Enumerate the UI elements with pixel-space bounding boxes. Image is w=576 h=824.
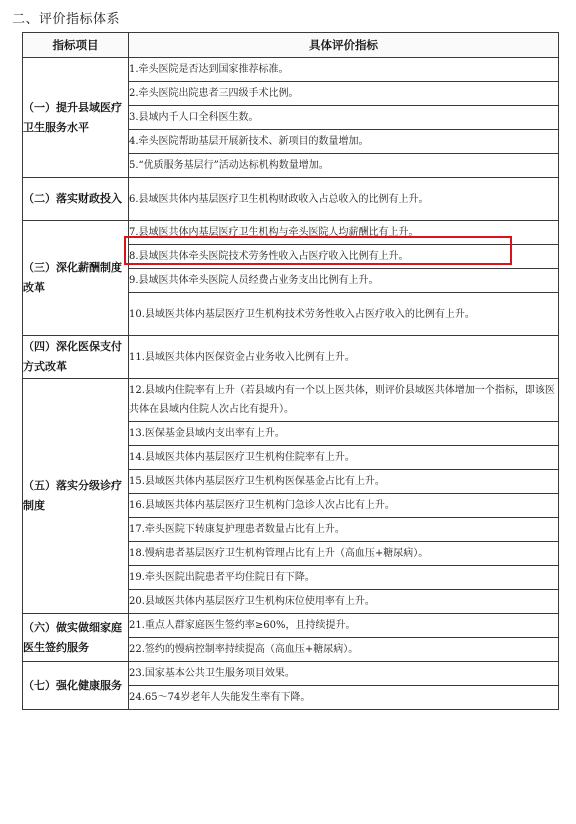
- indicator-cell: 17.牵头医院下转康复护理患者数量占比有上升。: [129, 518, 559, 542]
- indicator-cell: 2.牵头医院出院患者三四级手术比例。: [129, 82, 559, 106]
- table-row: [23, 614, 559, 638]
- table-row: [23, 336, 559, 379]
- indicator-cell: 18.慢病患者基层医疗卫生机构管理占比有上升（高血压+糖尿病）。: [129, 542, 559, 566]
- category-cell: （三）深化薪酬制度改革: [23, 221, 129, 336]
- indicator-cell: 1.牵头医院是否达到国家推荐标准。: [129, 58, 559, 82]
- category-cell: （六）做实做细家庭医生签约服务: [23, 614, 129, 662]
- indicator-cell: 20.县域医共体内基层医疗卫生机构床位使用率有上升。: [129, 590, 559, 614]
- table-row: [23, 662, 559, 686]
- indicator-cell: 24.65～74岁老年人失能发生率有下降。: [129, 686, 559, 710]
- indicator-cell: 19.牵头医院出院患者平均住院日有下降。: [129, 566, 559, 590]
- category-cell: （五）落实分级诊疗制度: [23, 379, 129, 614]
- indicator-cell: 8.县域医共体牵头医院技术劳务性收入占医疗收入比例有上升。: [129, 245, 559, 269]
- indicator-cell: 10.县域医共体内基层医疗卫生机构技术劳务性收入占医疗收入的比例有上升。: [129, 293, 559, 336]
- column-header-category: 指标项目: [23, 33, 129, 58]
- table-row: [23, 379, 559, 422]
- indicator-cell: 14.县域医共体内基层医疗卫生机构住院率有上升。: [129, 446, 559, 470]
- indicator-cell: 13.医保基金县域内支出率有上升。: [129, 422, 559, 446]
- indicator-cell: 5.“优质服务基层行”活动达标机构数量增加。: [129, 154, 559, 178]
- indicator-cell: 22.签约的慢病控制率持续提高（高血压+糖尿病）。: [129, 638, 559, 662]
- table-header-row: [23, 33, 559, 58]
- table-row: [23, 58, 559, 82]
- indicator-cell: 3.县域内千人口全科医生数。: [129, 106, 559, 130]
- table-row: [23, 178, 559, 221]
- table-row: [23, 221, 559, 245]
- indicator-table: [22, 32, 559, 710]
- indicator-cell: 6.县域医共体内基层医疗卫生机构财政收入占总收入的比例有上升。: [129, 178, 559, 221]
- category-cell: （四）深化医保支付方式改革: [23, 336, 129, 379]
- indicator-cell: 15.县域医共体内基层医疗卫生机构医保基金占比有上升。: [129, 470, 559, 494]
- indicator-cell: 23.国家基本公共卫生服务项目效果。: [129, 662, 559, 686]
- indicator-cell: 16.县域医共体内基层医疗卫生机构门急诊人次占比有上升。: [129, 494, 559, 518]
- indicator-cell-highlighted: 7.县域医共体内基层医疗卫生机构与牵头医院人均薪酬比有上升。: [129, 221, 559, 245]
- category-cell: （一）提升县域医疗卫生服务水平: [23, 58, 129, 178]
- indicator-cell: 21.重点人群家庭医生签约率≥60%，且持续提升。: [129, 614, 559, 638]
- category-cell: （二）落实财政投入: [23, 178, 129, 221]
- column-header-indicators: 具体评价指标: [129, 33, 559, 58]
- indicator-cell: 12.县域内住院率有上升（若县域内有一个以上医共体，则评价县域医共体增加一个指标，即该医共体在县域内住院人次占比有提升）。: [129, 379, 559, 422]
- indicator-cell: 4.牵头医院帮助基层开展新技术、新项目的数量增加。: [129, 130, 559, 154]
- section-title: 二、评价指标体系: [12, 12, 121, 27]
- indicator-cell: 9.县域医共体牵头医院人员经费占业务支出比例有上升。: [129, 269, 559, 293]
- indicator-cell: 11.县域医共体内医保资金占业务收入比例有上升。: [129, 336, 559, 379]
- category-cell: （七）强化健康服务: [23, 662, 129, 710]
